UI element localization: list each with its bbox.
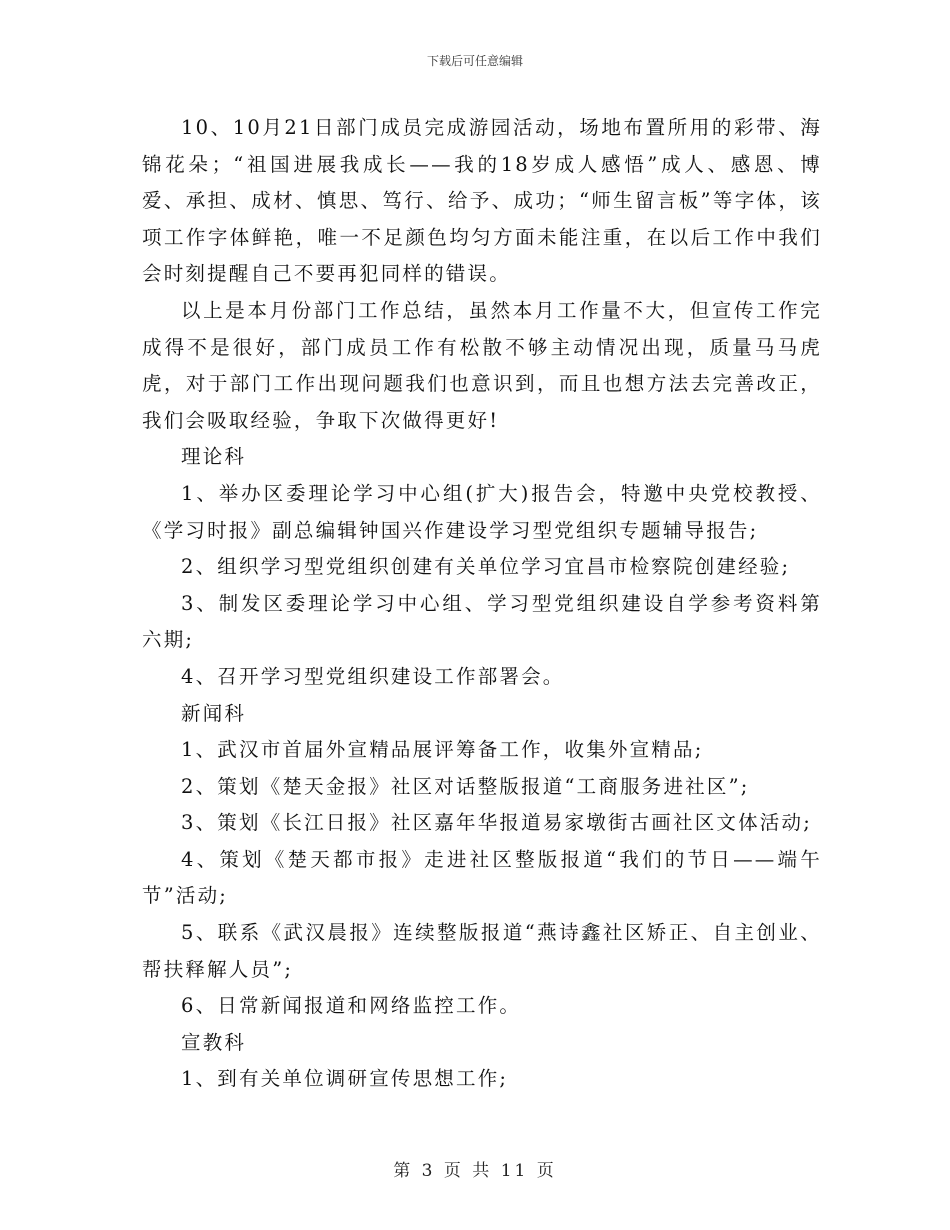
list-item: 5、联系《武汉晨报》连续整版报道“燕诗鑫社区矫正、自主创业、帮扶释解人员”; <box>142 921 822 981</box>
list-item: 6、日常新闻报道和网络监控工作。 <box>181 994 522 1018</box>
list-item: 3、策划《长江日报》社区嘉年华报道易家墩街古画社区文体活动; <box>181 811 812 835</box>
list-item: 1、举办区委理论学习中心组(扩大)报告会，特邀中央党校教授、《学习时报》副总编辑钟国兴作建设学习型党组织专题辅导报告; <box>142 481 822 542</box>
list-item: 1、武汉市首届外宣精品展评筹备工作，收集外宣精品; <box>181 738 704 762</box>
list-item: 2、策划《楚天金报》社区对话整版报道“工商服务进社区”; <box>181 774 750 798</box>
document-body <box>142 110 822 1098</box>
page-number: 第 3 页 共 11 页 <box>393 1161 557 1181</box>
section-heading-news: 新闻科 <box>181 701 247 725</box>
list-item: 4、召开学习型党组织建设工作部署会。 <box>181 664 565 688</box>
list-item: 1、到有关单位调研宣传思想工作; <box>181 1067 509 1091</box>
list-item: 3、制发区委理论学习中心组、学习型党组织建设自学参考资料第六期; <box>142 591 822 652</box>
section-heading-theory: 理论科 <box>181 445 247 469</box>
page-header-note: 下载后可任意编辑 <box>426 54 523 68</box>
list-item: 2、组织学习型党组织创建有关单位学习宜昌市检察院创建经验; <box>181 555 791 579</box>
paragraph-summary: 以上是本月份部门工作总结，虽然本月工作量不大，但宣传工作完成得不是很好，部门成员工作有松散不够主动情况出现，质量马马虎虎，对于部门工作出现问题我们也意识到，而且也想方法去完善改正，我们会吸取经验，争取下次做得更好! <box>142 298 822 432</box>
section-heading-education: 宣教科 <box>181 1030 247 1054</box>
paragraph-item-10: 10、10月21日部门成员完成游园活动，场地布置所用的彩带、海锦花朵；“祖国进展我成长——我的18岁成人感悟”成人、感恩、博爱、承担、成材、慎思、笃行、给予、成功；“师生留言板”等字体，该项工作字体鲜艳，唯一不足颜色均匀方面未能注重，在以后工作中我们会时刻提醒自己不要再犯同样的错误。 <box>142 116 822 286</box>
list-item: 4、策划《楚天都市报》走进社区整版报道“我们的节日——端午节”活动; <box>142 847 822 908</box>
